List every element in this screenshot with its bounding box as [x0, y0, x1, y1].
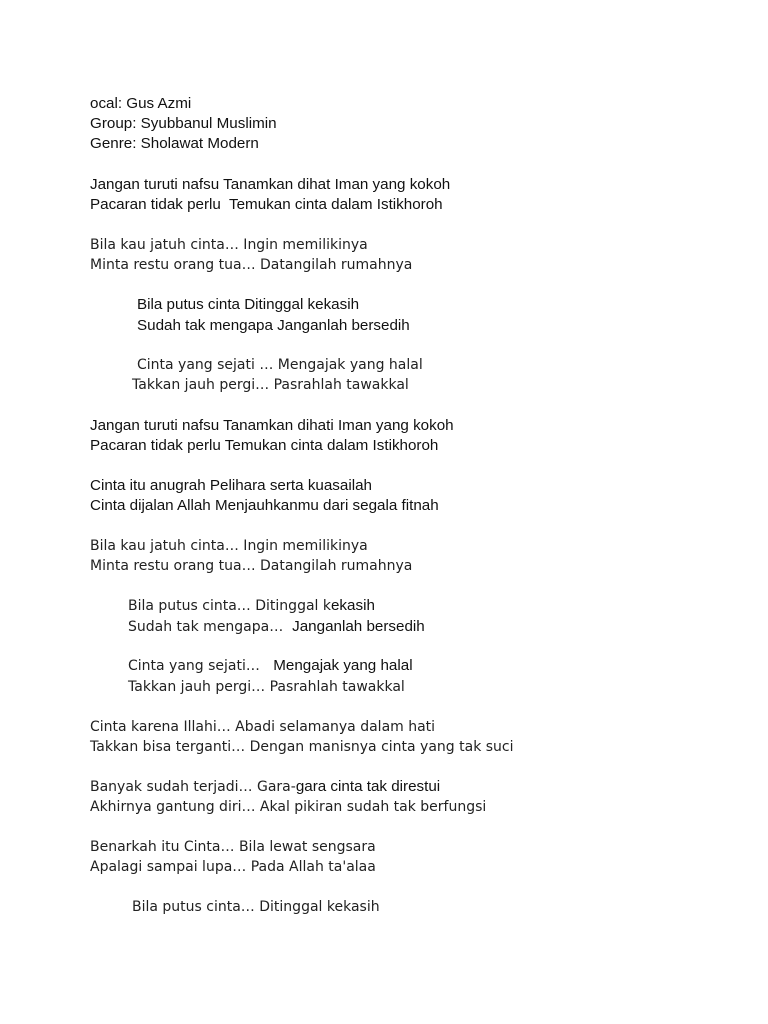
lyric-segment: ekasih — [330, 597, 375, 614]
lyric-line: Akhirnya gantung diri… Akal pikiran sudah tak berfungsi — [90, 799, 487, 815]
lyric-line: Takkan jauh pergi… Pasrahlah tawakkal — [132, 377, 409, 393]
lyric-line: Bila putus cinta Ditinggal kekasih — [137, 296, 360, 313]
lyric-line: Jangan turuti nafsu Tanamkan dihat Iman yang kokoh — [90, 176, 451, 193]
lyric-line — [90, 777, 440, 797]
lyric-line: Sudah tak mengapa Janganlah bersedih — [137, 317, 410, 334]
lyric-line: Bila putus cinta… Ditinggal kekasih — [132, 899, 380, 915]
lyric-line: Bila kau jatuh cinta… Ingin memilikinya — [90, 538, 368, 554]
genre-line: Genre: Sholawat Modern — [90, 135, 259, 152]
lyric-line: Pacaran tidak perlu Temukan cinta dalam Istikhoroh — [90, 196, 443, 213]
lyric-segment: Mengajak yang halal — [273, 657, 413, 674]
group-line: Group: Syubbanul Muslimin — [90, 115, 277, 132]
lyric-line: Cinta itu anugrah Pelihara serta kuasailah — [90, 477, 372, 494]
lyric-segment: Banyak sudah terjadi… Gara- — [90, 779, 296, 795]
lyric-line: Takkan bisa terganti… Dengan manisnya cinta yang tak suci — [90, 739, 514, 755]
lyric-line — [128, 596, 375, 616]
lyric-line: Apalagi sampai lupa… Pada Allah ta'alaa — [90, 859, 376, 875]
lyric-segment: Janganlah bersedih — [292, 618, 425, 635]
lyric-segment: gara cinta tak direstui — [295, 778, 441, 795]
lyric-line: Minta restu orang tua… Datangilah rumahnya — [90, 558, 413, 574]
lyric-line: Pacaran tidak perlu Temukan cinta dalam Istikhoroh — [90, 437, 439, 454]
vocal-line: ocal: Gus Azmi — [90, 95, 192, 112]
lyric-line: Bila kau jatuh cinta… Ingin memilikinya — [90, 237, 368, 253]
lyric-line: Benarkah itu Cinta… Bila lewat sengsara — [90, 839, 376, 855]
lyric-line: Jangan turuti nafsu Tanamkan dihati Iman yang kokoh — [90, 417, 454, 434]
lyric-segment: Sudah tak mengapa… — [128, 619, 293, 635]
lyric-segment: Cinta yang sejati… — [128, 658, 274, 674]
lyric-line: Minta restu orang tua… Datangilah rumahnya — [90, 257, 413, 273]
lyric-line: Takkan jauh pergi… Pasrahlah tawakkal — [128, 679, 405, 695]
lyric-line: Cinta dijalan Allah Menjauhkanmu dari segala fitnah — [90, 497, 439, 514]
lyric-line: Cinta karena Illahi… Abadi selamanya dalam hati — [90, 719, 436, 735]
lyric-line — [128, 617, 425, 637]
lyric-line — [128, 656, 413, 676]
lyric-segment: Bila putus cinta… Ditinggal k — [128, 598, 331, 614]
lyric-line: Cinta yang sejati … Mengajak yang halal — [137, 357, 423, 373]
